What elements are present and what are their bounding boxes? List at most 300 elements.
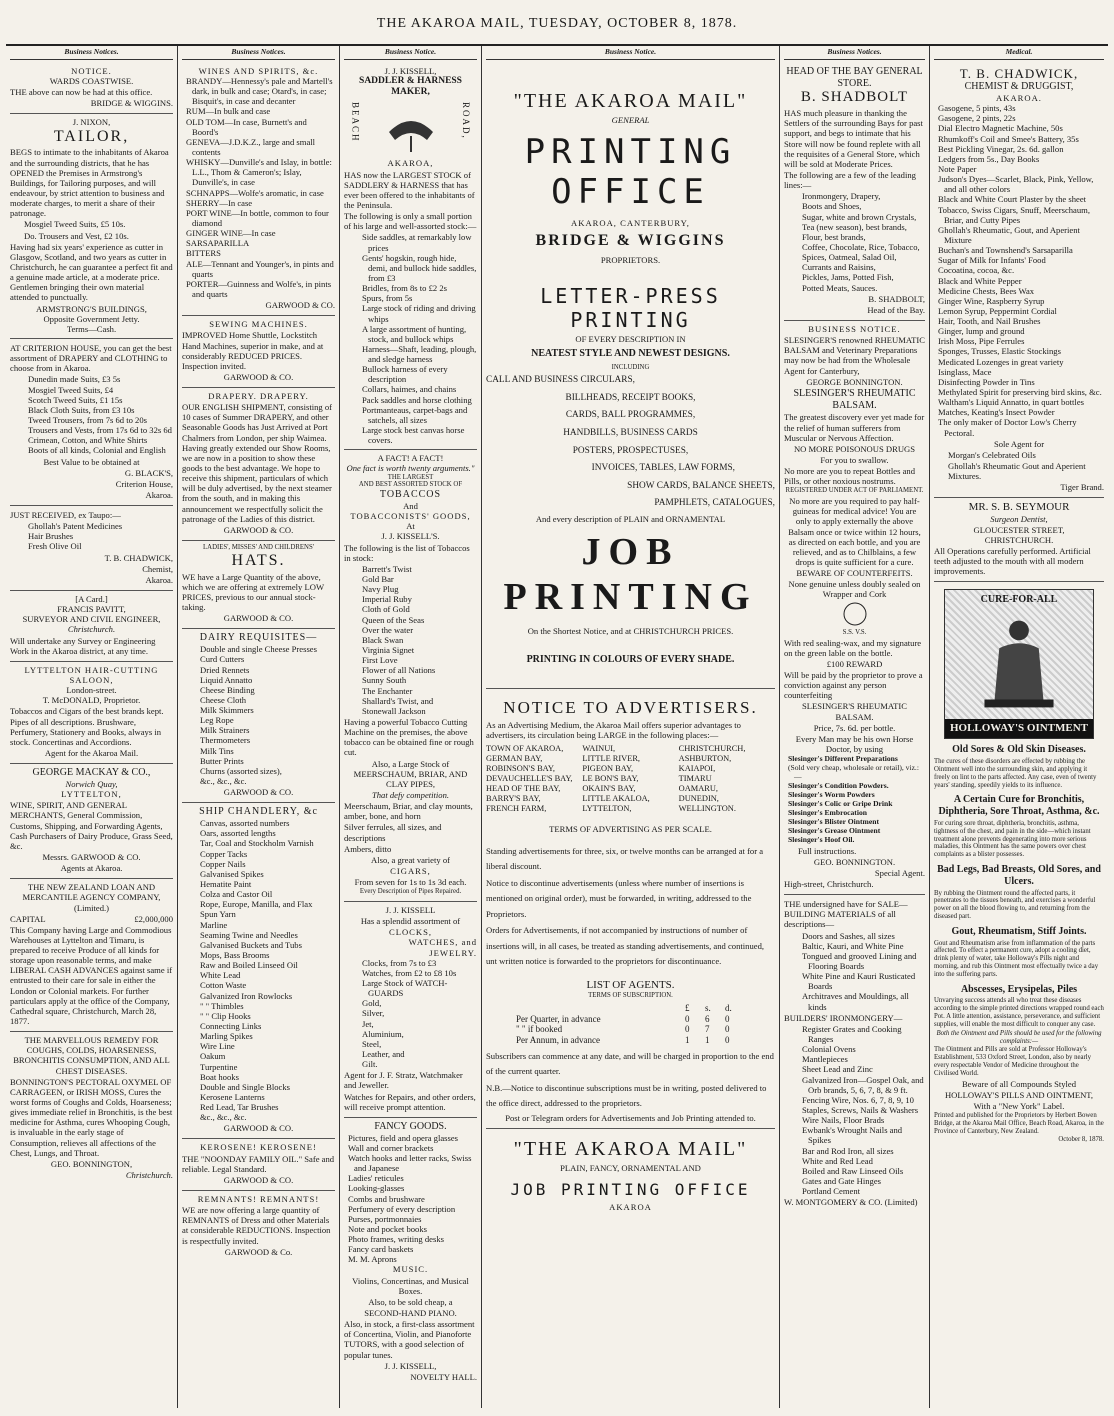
ad-subtitle: (Limited.) — [73, 902, 110, 913]
list-item: Looking-glasses — [348, 1183, 405, 1194]
ad-line: For you to swallow. — [820, 454, 889, 465]
saddle-icon — [381, 102, 441, 154]
ad-title: LYTTELTON HAIR-CUTTING SALOON, — [24, 664, 159, 686]
ad-line: TERMS OF SUBSCRIPTION. — [588, 992, 673, 1000]
ad-line: THE LARGEST — [387, 473, 434, 481]
list-item: Crimean, Cotton, and White Shirts — [28, 435, 148, 446]
ad-signature: G. BLACK'S, — [124, 467, 173, 478]
list-item: PORTER—Guinness and Wolfe's, in pints and quarts — [186, 278, 332, 299]
list-item: Harness—Shaft, leading, plough, and sledge harness — [362, 343, 477, 365]
list-item: INVOICES, TABLES, LAW FORMS, — [591, 463, 735, 474]
ad-signature: Chemist, — [142, 563, 173, 574]
capital-value: £2,000,000 — [134, 913, 173, 924]
list-item: Cotton Waste — [200, 980, 247, 991]
list-item: Hair, Tooth, and Nail Brushes — [938, 316, 1041, 327]
ad-line: From seven for 1s to 1s 3d each. — [354, 877, 467, 888]
column-header: Medical. — [934, 46, 1104, 60]
list-item: Irish Moss, Pipe Ferrules — [938, 336, 1025, 347]
ad-body: As an Advertising Medium, the Akaroa Mail offers superior advantages to advertisers, its circulation being LARGE in the following places:— — [486, 719, 741, 741]
list-item: Slesinger's Embrocation — [788, 807, 867, 817]
section-body: The cures of these disorders are effected by rubbing the Ointment well into the surrounding skin, and applying it freely on lint to the parts affected. Any case, even of twenty years' standing, speedily yields to its influence. — [934, 758, 1097, 789]
list-item: Hematite Paint — [200, 878, 252, 889]
list-item: Silver, — [362, 1008, 385, 1019]
list-item: Judson's Dyes—Scarlet, Black, Pink, Yellow, and all other colors — [938, 174, 1094, 195]
ad-name: J. NIXON, — [72, 117, 111, 128]
list-item: Pack saddles and horse clothing — [362, 394, 472, 405]
list-item: Black Swan — [362, 634, 404, 645]
list-item: Cloth of Gold — [362, 604, 410, 615]
ad-line: SECOND-HAND PIANO. — [364, 1308, 457, 1319]
ad-line: Best Value to be obtained at — [43, 456, 140, 467]
ad-body: All Operations carefully performed. Artificial teeth adjusted to the mouth with all modern improvements. — [934, 545, 1091, 577]
column-5 — [780, 46, 930, 1408]
subscription-table — [516, 1003, 745, 1045]
list-item: Lemon Syrup, Peppermint Cordial — [938, 305, 1057, 316]
ad-body: THE undersigned have for SALE—BUILDING MATERIALS of all descriptions— — [784, 899, 908, 930]
ad-place: AKAROA, CANTERBURY, — [571, 217, 690, 228]
list-item: BITTERS — [186, 248, 221, 259]
list-item: Cheese Binding — [200, 684, 255, 695]
list-item: Tongued and grooved Lining and Flooring Boards — [802, 950, 917, 972]
ad-list — [182, 76, 335, 299]
ad-criterion — [10, 339, 173, 506]
list-item: Barrett's Twist — [362, 563, 412, 574]
list-item: Mosgiel Tweed Suits, £4 — [28, 384, 114, 395]
town-item: ASHBURTON, — [678, 754, 732, 764]
list-item: Sponges, Trusses, Elastic Stockings — [938, 346, 1061, 357]
ad-list — [344, 1133, 477, 1265]
column-1 — [6, 46, 178, 1408]
ad-title: THE MARVELLOUS REMEDY FOR COUGHS, COLDS, HOARSENESS, BRONCHITIS CONSUMPTION, AND ALL CHEST DISEASES. — [13, 1035, 170, 1076]
list-item: Ironmongery, Drapery, — [802, 191, 881, 202]
column-header: Business Notices. — [784, 46, 925, 60]
ad-line: Morgan's Celebrated Oils — [948, 449, 1036, 460]
ad-line: Also, a great variety of — [371, 854, 450, 865]
ad-body: Having a powerful Tobacco Cutting Machine on the premises, the above tobacco can be obtained fine or rough cut. — [344, 716, 474, 758]
ad-terms: Terms—Cash. — [66, 323, 117, 334]
list-item: Buchan's and Townshend's Sarsaparilla — [938, 245, 1073, 256]
list-item: Large stock best canvas horse covers. — [362, 425, 465, 446]
list-item: Fresh Olive Oil — [28, 541, 82, 552]
list-item: Ginger Wine, Raspberry Syrup — [938, 295, 1045, 306]
list-item: Baltic, Kauri, and White Pine — [802, 940, 904, 951]
ad-signature: GARWOOD & CO. — [265, 300, 335, 311]
list-item: Galvanised Spikes — [200, 868, 264, 879]
ad-body: JUST RECEIVED, ex Taupo:— — [10, 510, 121, 521]
ad-body: Will undertake any Survey or Engineering Work in the Akaroa district, at any time. — [10, 635, 156, 656]
ad-mackay — [10, 764, 173, 879]
list-item: Navy Plug — [362, 584, 399, 595]
ad-line: Agents at Akaroa. — [60, 863, 123, 874]
list-item: Steel, — [362, 1038, 382, 1049]
ad-signature: GARWOOD & Co. — [224, 1246, 293, 1257]
table-cell: 6 — [705, 1013, 710, 1024]
ad-title: REMNANTS! REMNANTS! — [197, 1194, 320, 1205]
list-item: Connecting Links — [200, 1020, 262, 1031]
list-item: Spurs, from 5s — [362, 293, 413, 304]
ad-body: THE "NOONDAY FAMILY OIL." Safe and reliable. Legal Standard. — [182, 1153, 335, 1174]
list-item: Watches, from £2 to £8 10s — [362, 967, 457, 978]
list-item: Boots and Shoes, — [802, 201, 862, 212]
list-item: Staples, Screws, Nails & Washers — [802, 1104, 919, 1115]
section-body: Both the Ointment and Pills should be used for the following complaints:— — [936, 1029, 1102, 1045]
ad-body: Will be paid by the proprietor to prove a conviction against any person counterfeiting — [784, 669, 923, 701]
list-item: Slesinger's Condition Powders. — [788, 780, 889, 790]
ad-title: JEWELRY. — [429, 947, 477, 958]
ad-body: With red sealing-wax, and my signature on the green lable on the bottle. — [784, 637, 922, 658]
ad-line: And — [403, 501, 418, 512]
ad-title: TOBACCONISTS' GOODS, — [350, 511, 471, 522]
list-item: Oakum — [200, 1051, 226, 1062]
list-item: SCHNAPPS—Wolfe's aromatic, in case — [186, 187, 324, 198]
ad-line: PLAIN, FANCY, ORNAMENTAL AND — [560, 1163, 701, 1174]
ad-kerosene — [182, 1139, 335, 1191]
ad-signature: GARWOOD & CO. — [223, 524, 294, 535]
list-item: Sunny South — [362, 675, 407, 686]
table-header-cell — [516, 1003, 685, 1014]
ad-line: Also, to be sold cheap, a — [368, 1296, 453, 1307]
ad-title: "THE AKAROA MAIL" — [513, 1137, 748, 1160]
list-item: GENEVA—J.D.K.Z., large and small contents — [186, 136, 316, 157]
list-item: Raw and Boiled Linseed Oil — [200, 960, 298, 971]
list-item: Shallard's Twist, and — [362, 695, 434, 706]
ad-title: DRAPERY. DRAPERY. — [208, 391, 309, 402]
ad-title: NOTICE. — [71, 65, 112, 76]
list-item: Portmanteaus, carpet-bags and satchels, all sizes — [362, 404, 468, 425]
list-item: Sheet Lead and Zinc — [802, 1064, 873, 1075]
ad-body: BONNINGTON'S PECTORAL OXYMEL OF CARRAGEEN, or IRISH MOSS, Cures the worst forms of Coughs and Colds, Hoarseness; gives immediate relief in Bronchitis, is the best medicine for Asthma, cures Whooping Cough, is invaluable in the early stage of Consumption, relieves all affections of the Chest, Lungs, and Throat. — [10, 1076, 173, 1158]
ad-signature: BRIDGE & WIGGINS. — [90, 98, 173, 109]
side-label-left: BEACH — [350, 102, 361, 143]
table-header-cell: d. — [725, 1003, 732, 1014]
ad-title: FANCY GOODS. — [374, 1120, 447, 1132]
table-cell: 0 — [725, 1035, 730, 1046]
ad-line: AKAROA — [609, 1202, 652, 1213]
ad-list — [784, 755, 925, 845]
ad-title: HEAD OF THE BAY GENERAL STORE. — [786, 65, 923, 89]
ad-name: J. J. KISSELL, — [384, 65, 437, 76]
ad-line: NEATEST STYLE AND NEWEST DESIGNS. — [531, 348, 730, 360]
list-item: White and Red Lead — [802, 1155, 873, 1166]
column-6 — [930, 46, 1108, 1408]
ad-seymour — [934, 498, 1104, 582]
town-item: WELLINGTON. — [678, 803, 736, 813]
table-cell: 1 — [705, 1035, 710, 1046]
list-item: CARDS, BALL PROGRAMMES, — [565, 410, 696, 421]
ad-body: WE are now offering a large quantity of REMNANTS of Dress and other Materials at considerable REDUCTIONS. Inspection is respectfully invited. — [182, 1205, 331, 1246]
ad-title: MUSIC. — [392, 1264, 429, 1275]
list-item: White Lead — [200, 970, 241, 981]
town-item: BARRY'S BAY, — [486, 793, 541, 803]
list-item: Wire Line — [200, 1041, 235, 1052]
ad-job-printing-office — [486, 1129, 775, 1217]
ad-body: Standing advertisements for three, six, or twelve months can be arranged at for a liberal discount. — [486, 845, 764, 872]
list-item: WHISKY—Dunville's and Islay, in bottle: L.L., Thom & Cameron's; Islay, Dunville's, in case — [186, 157, 332, 188]
ad-body: N.B.—Notice to discontinue subscriptions must be in writing, posted delivered to the office direct, addressed to the proprietors. — [486, 1082, 767, 1109]
list-item: Slesinger's Blister Ointment — [788, 816, 879, 826]
ad-signature: GEO. BONNINGTON. — [813, 856, 896, 867]
list-item: Ewbank's Wrought Nails and Spikes — [802, 1125, 903, 1146]
list-item: Churns (assorted sizes), — [200, 765, 282, 776]
ad-title: "THE AKAROA MAIL" — [513, 89, 748, 112]
section-line: With a "New York" Label. — [973, 1100, 1065, 1111]
town-item: PIGEON BAY, — [582, 764, 634, 774]
ad-title: SHIP CHANDLERY, &c — [199, 806, 318, 818]
ad-remnants — [182, 1191, 335, 1262]
ad-kissell-tobacco — [344, 450, 477, 902]
column-header: Business Notices. — [182, 46, 335, 60]
list-item: Sugar, white and brown Crystals, — [802, 211, 917, 222]
notice-to-advertisers — [486, 689, 775, 1129]
column-3 — [340, 46, 482, 1408]
ad-line: Messrs. GARWOOD & CO. — [42, 851, 141, 862]
list-item: Oars, assorted lengths — [200, 828, 276, 839]
table-header-cell: s. — [705, 1003, 711, 1014]
list-item: Aluminium, — [362, 1028, 404, 1039]
ad-line: At — [406, 521, 415, 532]
list-item: " " Thimbles — [200, 1000, 244, 1011]
town-item: LE BON'S BAY, — [582, 773, 639, 783]
list-item: First Love — [362, 655, 398, 666]
list-item: Medicine Chests, Bees Wax — [938, 285, 1035, 296]
list-item: Slesinger's Grease Ointment — [788, 825, 881, 835]
table-cell: 0 — [725, 1013, 730, 1024]
list-item: " " Clip Hooks — [200, 1010, 251, 1021]
ad-title: A FACT! A FACT! — [377, 453, 444, 464]
column-4 — [482, 46, 780, 1408]
list-item: RUM—In bulk and case — [186, 106, 271, 117]
list-item: Black Cloth Suits, from £3 10s — [28, 404, 135, 415]
table-cell: Per Quarter, in advance — [516, 1013, 601, 1024]
ad-printing-office — [486, 63, 775, 689]
ad-title: BUSINESS NOTICE. — [808, 323, 901, 334]
list-item: Register Grates and Cooking Ranges — [802, 1023, 902, 1044]
ad-signature: Christchurch. — [125, 1170, 173, 1181]
list-item: Milk Tins — [200, 745, 234, 756]
table-cell: 0 — [685, 1013, 690, 1024]
ad-title: BEWARE OF COUNTERFEITS. — [796, 568, 913, 579]
list-item: Ledgers from 5s., Day Books — [938, 153, 1040, 164]
list-item: Copper Nails — [200, 858, 246, 869]
ad-line: Every Description of Pipes Repaired. — [359, 888, 462, 896]
list-item: Rope, Europe, Manilla, and Flax — [200, 899, 313, 910]
list-item: Gilt. — [362, 1059, 378, 1070]
ad-montgomery — [784, 895, 925, 1212]
ad-notice — [10, 63, 173, 115]
section-line: HOLLOWAY'S PILLS AND OINTMENT, — [944, 1089, 1094, 1100]
ad-line: And every description of PLAIN and ORNAMENTAL — [535, 514, 726, 525]
ad-headline: JOB PRINTING — [503, 531, 758, 619]
ad-body: AT CRITERION HOUSE, you can get the best assortment of DRAPERY and CLOTHING to choose from in Akaroa. — [10, 342, 172, 374]
ad-signature: GARWOOD & CO. — [223, 1123, 294, 1134]
list-item: HANDBILLS, BUSINESS CARDS — [563, 427, 698, 438]
ad-subtitle: WARDS COASTWISE. — [49, 75, 134, 86]
table-cell: 1 — [685, 1035, 690, 1046]
list-item: Slesinger's Different Preparations — [788, 754, 898, 764]
ad-name: GEORGE MACKAY & CO., — [32, 767, 151, 779]
ad-capital-row — [10, 914, 173, 924]
list-item: SHERRY—In case — [186, 197, 253, 208]
service-list — [486, 372, 775, 513]
ad-name: B. SHADBOLT — [800, 89, 909, 106]
list-item: Boiled and Raw Linseed Oils — [802, 1165, 904, 1176]
list-item: Double and Single Blocks — [200, 1081, 290, 1092]
list-item: Coffee, Chocolate, Rice, Tobacco, — [802, 241, 920, 252]
town-item: DEVAUCHELLE'S BAY, — [486, 773, 573, 783]
section-line: Beware of all Compounds Styled — [961, 1078, 1077, 1089]
ad-headline: LETTER-PRESS PRINTING — [540, 283, 721, 332]
ad-line: Silver ferrules, all sizes, and descriptions — [344, 822, 442, 843]
ad-signature: GARWOOD & CO. — [223, 613, 294, 624]
list-item: Tweed Trousers, from 7s 6d to 20s — [28, 414, 147, 425]
ad-line: None genuine unless doubly sealed on Wrapper and Cork — [788, 579, 921, 600]
ad-agent: Agent for the Akaroa Mail. — [44, 748, 139, 759]
town-item: ROBINSON'S BAY, — [486, 764, 555, 774]
ad-line: That defy competition. — [371, 789, 450, 800]
section-heading: Gout, Rheumatism, Stiff Joints. — [951, 925, 1087, 937]
table-cell: Per Annum, in advance — [516, 1035, 600, 1046]
ad-body: Also, a Large Stock of MEERSCHAUM, BRIAR, AND CLAY PIPES, — [353, 758, 468, 789]
ad-name: J. J. KISSELL'S. — [381, 531, 440, 542]
imprint-date: October 8, 1878. — [1058, 1136, 1104, 1144]
list-item: PAMPHLETS, CATALOGUES, — [654, 498, 775, 509]
list-item: Large stock of riding and driving whips — [362, 303, 476, 324]
ad-body: The greatest discovery ever yet made for the relief of human sufferers from Muscular or Nervous Affection. — [784, 412, 925, 443]
ad-body: Having had six years' experience as cutter in Glasgow, Scotland, and two years as cutter in Christchurch, he can guarantee a perfect fit and a genuine made article, at a moderate price. Gentlemen bringing their own material attended to punctually. — [10, 241, 173, 303]
list-item: Cheese Cloth — [200, 694, 247, 705]
list-item: PORT WINE—In bottle, common to four diamond — [186, 207, 329, 228]
list-item: Spices, Oatmeal, Salad Oil, — [802, 252, 897, 263]
ad-holloway — [934, 582, 1104, 1149]
list-item: Photo frames, writing desks — [348, 1234, 444, 1245]
ad-line: Has a splendid assortment of — [360, 916, 461, 927]
list-item: Black and White Pepper — [938, 275, 1022, 286]
ad-line: PRINTING IN COLOURS OF EVERY SHADE. — [526, 654, 735, 666]
ad-signature: B. SHADBOLT, — [868, 293, 925, 304]
list-item: Turpentine — [200, 1061, 238, 1072]
list-item: BILLHEADS, RECEIPT BOOKS, — [565, 392, 696, 403]
list-item: Over the water — [362, 624, 414, 635]
list-item: Gold Bar — [362, 574, 394, 585]
ad-town: AKAROA, — [387, 158, 434, 169]
ad-signature: GEORGE BONNINGTON. — [806, 376, 903, 387]
list-item: Ghollah's Patent Medicines — [28, 521, 123, 532]
ad-address: GLOUCESTER STREET, — [973, 524, 1065, 535]
ad-chadwick — [934, 63, 1104, 499]
list-item: Boat hooks — [200, 1071, 239, 1082]
ad-title: SURVEYOR AND CIVIL ENGINEER, — [22, 614, 161, 625]
ad-card: [A Card.] — [75, 594, 108, 605]
ad-ship-chandlery — [182, 803, 335, 1139]
ad-name: MR. S. B. SEYMOUR — [968, 501, 1070, 514]
list-item: Purses, portmonnaies — [348, 1213, 422, 1224]
list-item: Sugar of Milk for Infants' Food — [938, 255, 1046, 266]
ad-title: CHEMIST & DRUGGIST, — [964, 81, 1074, 93]
ad-body: The following is only a small portion of his large and well-assorted stock:— — [344, 211, 477, 232]
list-item: Isinglass, Mace — [938, 366, 992, 377]
ad-place: Christchurch. — [67, 624, 116, 635]
town-item: DUNEDIN, — [678, 793, 719, 803]
list-item: Wall and corner brackets — [348, 1142, 434, 1153]
section-heading: Abscesses, Erysipelas, Piles — [960, 983, 1078, 995]
town-item: OAMARU, — [678, 783, 718, 793]
list-item: &c., &c., &c. — [200, 1112, 247, 1123]
list-item: Leg Rope — [200, 715, 234, 726]
list-item: Collars, haimes, and chains — [362, 384, 457, 395]
ad-street: London-street. — [66, 685, 117, 696]
list-item: BRANDY—Hennessy's pale and Martell's dark, in bulk and case; Otard's, in case; Bisquit's, in case and decanter — [186, 75, 333, 107]
list-item: Black and White Court Plaster by the sheet — [938, 194, 1087, 205]
list-item: Large Stock of WATCH-GUARDS — [362, 978, 448, 999]
ad-line: Mosgiel Tweed Suits, £5 10s. — [24, 219, 126, 230]
list-item: Trousers and Vests, from 17s 6d to 32s 6d — [28, 425, 172, 436]
list-item: Currants and Raisins, — [802, 262, 876, 273]
ad-kissell-fancy — [344, 1118, 477, 1387]
list-item: Tar, Coal and Stockholm Varnish — [200, 838, 314, 849]
ad-body: HAS much pleasure in thanking the Settlers of the surrounding Bays for past support, and begs to intimate that his Store will now be found replete with all the requisites of a General Store, which will be sold at Moderate Prices. — [784, 108, 923, 169]
ad-line: INCLUDING — [611, 364, 650, 372]
town-item: LITTLE RIVER, — [582, 754, 641, 764]
list-item: Mops, Bass Brooms — [200, 949, 270, 960]
ad-line: Full instructions. — [798, 845, 857, 856]
list-item: GINGER WINE—In case — [186, 228, 276, 239]
ad-title: THE NEW ZEALAND LOAN AND MERCANTILE AGENCY COMPANY, — [22, 882, 161, 903]
ad-line: SLESINGER'S RHEUMATIC BALSAM. — [802, 701, 907, 722]
list-item: Virginia Signet — [362, 645, 415, 655]
list-item: Boots of all kinds, Colonial and English — [28, 445, 166, 456]
ad-title: Surgeon Dentist, — [990, 514, 1048, 525]
town-item: TOWN OF AKAROA, — [486, 744, 564, 754]
list-item: Ginger, lump and ground — [938, 326, 1025, 337]
ad-body: This Company having Large and Commodious Warehouses at Lyttelton and Timaru, is prepared to receive Produce of all kinds for storage upon reasonable terms, and make LIBERAL CASH ADVANCES against same if entrusted to their care for sale in either the London or Colonial markets. For further particulars apply at the office of the Company, Cathedral square, Christchurch, March 28, 1877. — [10, 924, 173, 1027]
ad-body: No more are you required to pay half-guineas for medical advice! You are only to apply externally the above Balsam once or twice within 12 hours, as directed on each bottle, and you are relieved, and as to Chilblains, a few drops is quite sufficient for a cure. — [788, 496, 921, 568]
ad-title: SLESINGER'S RHEUMATIC BALSAM. — [793, 387, 916, 411]
list-item: Canvas, assorted numbers — [200, 818, 290, 829]
ad-address: ARMSTRONG'S BUILDINGS, — [36, 303, 147, 314]
ad-title: £100 REWARD — [826, 658, 883, 669]
list-item: Doors and Sashes, all sizes — [802, 930, 895, 941]
list-item: Gold, — [362, 998, 382, 1009]
list-item: SARSAPARILLA — [186, 238, 250, 249]
list-item: Spun Yarn — [200, 909, 236, 920]
list-item: Dried Rennets — [200, 664, 250, 675]
list-item: Tea (new season), best brands, — [802, 221, 907, 232]
ad-line: Violins, Concertinas, and Musical Boxes. — [352, 1275, 469, 1296]
ad-body: Orders for Advertisements, if not accompanied by instructions of number of insertions will, in all cases, be treated as standing advertisements, and continued, unt written notice is forwarded to the proprietors for discontinuance. — [486, 925, 765, 966]
list-item: Cocoatina, cocoa, &c. — [938, 265, 1015, 276]
engraving-banner: HOLLOWAY'S OINTMENT — [945, 719, 1093, 738]
ad-body: WE have a Large Quantity of the above, which we are offering at extremely LOW PRICES, previous to our annual stock-taking. — [182, 571, 324, 613]
list-item: Best Pickling Vinegar, 2s. 6d. gallon — [938, 143, 1064, 154]
list-item: Double and single Cheese Presses — [200, 644, 317, 655]
town-item: KAIAPOI, — [678, 764, 716, 774]
ad-body: Watches for Repairs, and other orders, will receive prompt attention. — [344, 1091, 476, 1112]
ad-body: Also, in stock, a first-class assortment of Concertina, Violin, and Pianoforte TUTORS, with a good selection of popular tunes. — [344, 1319, 475, 1360]
section-body: Gout and Rheumatism arise from inflammation of the parts affected. To effect a permanent cure, adopt a cooling diet, drink plenty of water, take Holloway's Pills night and morning, and rub this Ointment most effectually twice a day into the suffering parts. — [934, 939, 1099, 978]
town-item: LITTLE AKALOA, — [582, 793, 650, 803]
masthead: THE AKAROA MAIL, TUESDAY, OCTOBER 8, 1878. — [376, 16, 738, 31]
seal-text: S.S. V.S. — [842, 628, 867, 636]
list-item: Note and pocket books — [348, 1223, 427, 1234]
list-item: Matches, Keating's Insect Powder — [938, 407, 1055, 418]
ad-line: OF EVERY DESCRIPTION IN — [575, 334, 686, 345]
list-item: Queen of the Seas — [362, 614, 425, 625]
section-heading: A Certain Cure for Bronchitis, Diphtheria, Sore Throat, Asthma, &c. — [938, 794, 1100, 818]
ad-body: OUR ENGLISH SHIPMENT, consisting of 10 cases of Summer DRAPERY, and other Seasonable Goods has Just Arrived at Port Chalmers from London, per ship Waimea. Having greatly extended our Show Rooms, we are now in a position to show these goods to the best advantage. We hope to receive this shipment, particulars of which will be duly advertised, by the next steamer from the south, and in making this announcement we respectfully solicit the patronage of the Ladies of this district. — [182, 402, 332, 524]
ad-signature: Akaroa. — [145, 489, 173, 500]
list-item: Dial Electro Magnetic Machine, 50s — [938, 123, 1063, 134]
list-item: Red Lead, Tar Brushes — [200, 1102, 279, 1113]
